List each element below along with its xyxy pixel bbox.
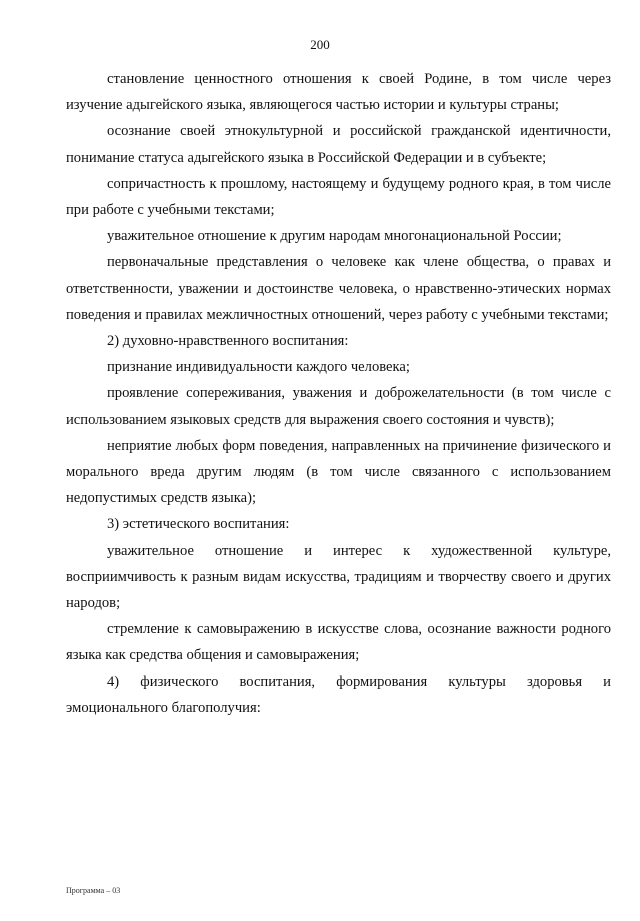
paragraph: сопричастность к прошлому, настоящему и будущему родного края, в том числе при работе с учебными текстами; <box>66 175 611 219</box>
paragraph: первоначальные представления о человеке как члене общества, о правах и ответственности, уважении и достоинстве человека, о нравственно-этических нормах поведения и правилах межличностных отношений, через работу с учебными текстами; <box>66 254 611 323</box>
section-heading: 2) духовно-нравственного воспитания: <box>107 333 349 350</box>
section-heading: 3) эстетического воспитания: <box>107 516 290 533</box>
section-heading: 4) физического воспитания, формирования культуры здоровья и эмоционального благополучия: <box>66 673 611 716</box>
paragraph: стремление к самовыражению в искусстве слова, осознание важности родного языка как средства общения и самовыражения; <box>66 621 611 664</box>
body-text <box>66 66 611 721</box>
paragraph: уважительное отношение к другим народам многонациональной России; <box>107 228 562 245</box>
paragraph: неприятие любых форм поведения, направленных на причинение физического и морального вреда другим людям (в том числе связанного с использованием недопустимых средств языка); <box>66 437 611 507</box>
paragraph: признание индивидуальности каждого человека; <box>107 359 410 376</box>
paragraph: осознание своей этнокультурной и российской гражданской идентичности, понимание статуса адыгейского языка в Российской Федерации и в субъекте; <box>66 123 611 166</box>
paragraph: уважительное отношение и интерес к художественной культуре, восприимчивость к разным видам искусства, традициям и творчеству своего и других народов; <box>66 542 611 612</box>
page-number: 200 <box>310 37 330 52</box>
footer-label: Программа – 03 <box>66 886 121 895</box>
paragraph: проявление сопереживания, уважения и доброжелательности (в том числе с использованием языковых средств для выражения своего состояния и чувств); <box>66 385 611 428</box>
paragraph: становление ценностного отношения к своей Родине, в том числе через изучение адыгейского языка, являющегося частью истории и культуры страны; <box>66 71 611 114</box>
